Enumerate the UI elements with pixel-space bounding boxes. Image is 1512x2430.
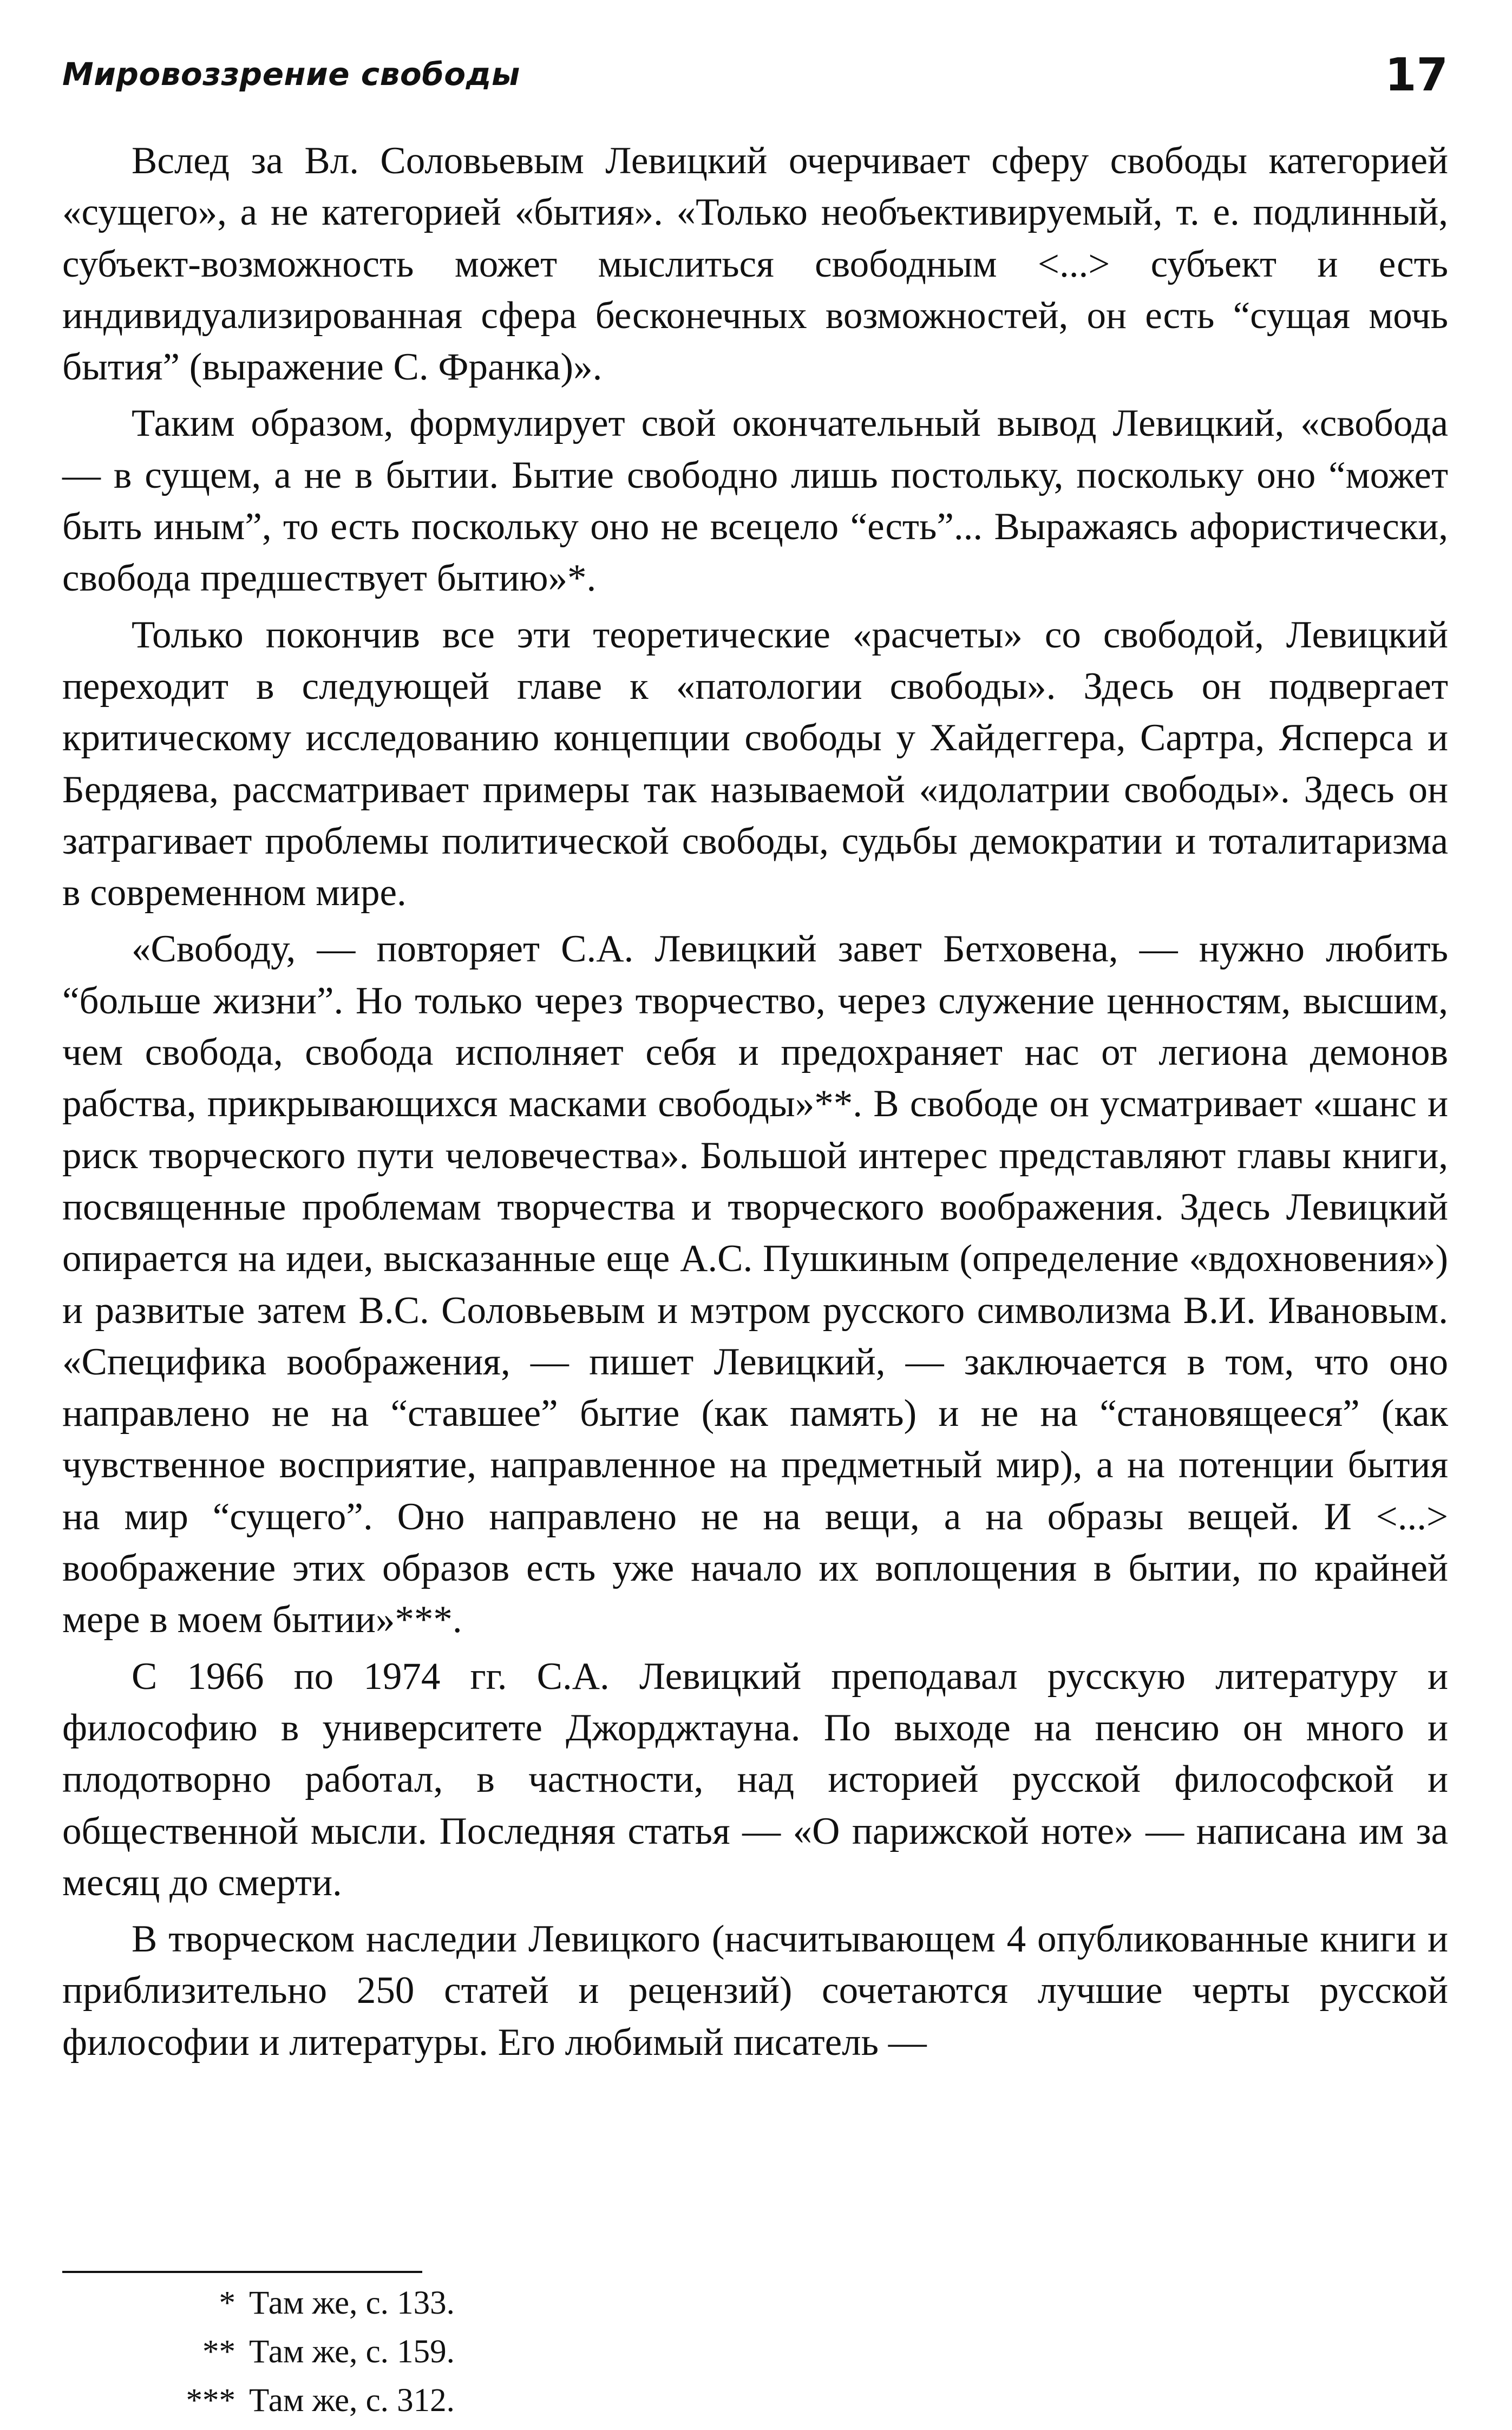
page-number: 17: [1385, 48, 1448, 101]
footnotes: [62, 2279, 712, 2425]
paragraph: Вслед за Вл. Соловьевым Левицкий очерчивает сферу свободы категорией «сущего», а не категорией «бытия». «Только необъективируемый, т. е. подлинный, субъект-возможность может мыслиться свободным <...> субъект и есть индивидуализированная сфера бесконечных возможностей, он есть “сущая мочь бытия” (выражение С. Франка)».: [62, 140, 1448, 389]
main-text: [62, 135, 1448, 2068]
footnote-mark: **: [202, 2334, 235, 2370]
paragraph: С 1966 по 1974 гг. С.А. Левицкий преподавал русскую литературу и философию в университете Джорджтауна. По выходе на пенсию он много и плодотворно работал, в частности, над историей русской философской и общественной мысли. Последняя статья — «О парижской ноте» — написана им за месяц до смерти.: [62, 1655, 1448, 1904]
running-header: [62, 48, 1448, 111]
running-title: Мировоззрение свободы: [62, 56, 520, 93]
footnote-text: Там же, с. 159.: [249, 2334, 455, 2370]
footnote-text: Там же, с. 312.: [249, 2382, 455, 2419]
footnote: [62, 2279, 712, 2328]
footnote-text: Там же, с. 133.: [249, 2285, 455, 2321]
footnote: [62, 2328, 712, 2376]
footnote: [62, 2376, 712, 2425]
paragraph: «Свободу, — повторяет С.А. Левицкий завет Бетховена, — нужно любить “больше жизни”. Но только через творчество, через служение ценностям, высшим, чем свобода, свобода исполняет себя и предохраняет нас от легиона демонов рабства, прикрывающихся масками свободы»**. В свободе он усматривает «шанс и риск творческого пути человечества». Большой интерес представляют главы книги, посвященные проблемам творчества и творческого воображения. Здесь Левицкий опирается на идеи, высказанные еще А.С. Пушкиным (определение «вдохновения») и развитые затем В.С. Соловьевым и мэтром русского символизма В.И. Ивановым. «Специфика воображения, — пишет Левицкий, — заключается в том, что оно направлено не на “ставшее” бытие (как память) и не на “становящееся” (как чувственное восприятие, направленное на предметный мир), а на потенции бытия на мир “сущего”. Оно направлено не на вещи, а на образы вещей. И <...> воображение этих образов есть уже начало их воплощения в бытии, по крайней мере в моем бытии»***.: [62, 928, 1448, 1641]
paragraph: В творческом наследии Левицкого (насчитывающем 4 опубликованные книги и приблизительно 250 статей и рецензий) сочетаются лучшие черты русской философии и литературы. Его любимый писатель —: [62, 1918, 1448, 2064]
paragraph: Таким образом, формулирует свой окончательный вывод Левицкий, «свобода — в сущем, а не в бытии. Бытие свободно лишь постольку, поскольку оно “может быть иным”, то есть поскольку оно не всецело “есть”... Выражаясь афористически, свобода предшествует бытию»*.: [62, 402, 1448, 600]
footnote-mark: *: [219, 2285, 235, 2321]
footnote-mark: ***: [186, 2382, 235, 2419]
paragraph: Только покончив все эти теоретические «расчеты» со свободой, Левицкий переходит в следующей главе к «патологии свободы». Здесь он подвергает критическому исследованию концепции свободы у Хайдеггера, Сартра, Ясперса и Бердяева, рассматривает примеры так называемой «идолатрии свободы». Здесь он затрагивает проблемы политической свободы, судьбы демократии и тоталитаризма в современном мире.: [62, 613, 1448, 914]
footnote-divider: [62, 2271, 422, 2273]
